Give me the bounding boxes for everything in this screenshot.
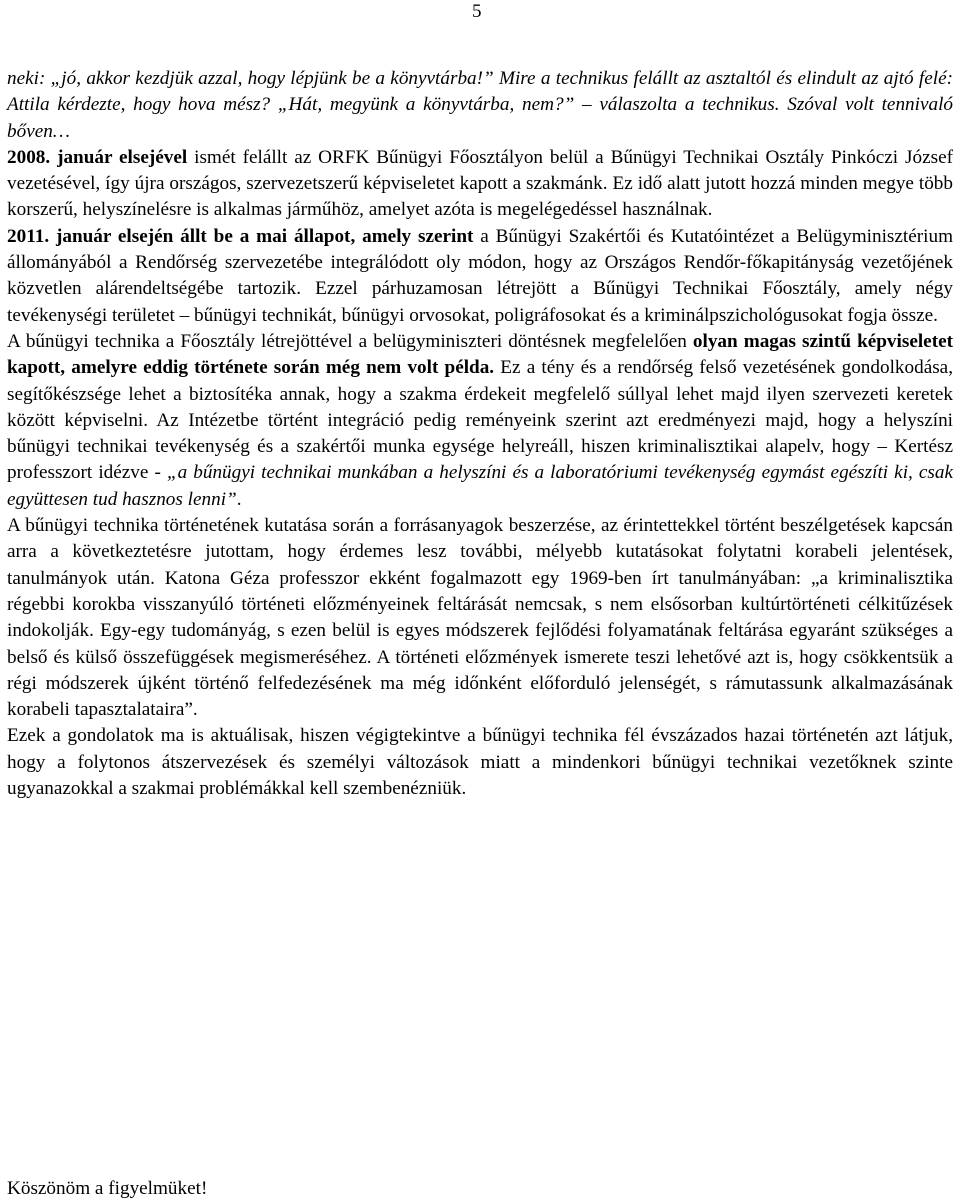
paragraph-emphasis-bold: olyan magas szintű képviseletet kapott, amelyre eddig története során még nem volt példa. [7,330,953,379]
paragraph-date-bold: 2011. január elsején állt be a mai állapot, amely szerint [7,225,474,247]
page-number: 5 [472,1,482,22]
paragraph-conclusion [7,723,953,802]
paragraph-text: Ez a tény és a rendőrség felső vezetésének gondolkodása, segítőkészsége lehet a biztosítéka annak, hogy a szakma érdekeit megfelelő súllyal lehet majd ilyen szervezeti keretek között képviselni. Az Intézetbe történt integráció pedig reményeink szerint azt eredményezi majd, hogy a helyszíni bűnügyi technikai tevékenység és a szakértői munka egysége helyreáll, hiszen kriminalisztikai alapelv, hogy – Kertész professzort idézve - [7,357,953,484]
paragraph-date-bold: 2008. január elsejével [7,146,188,168]
paragraph-text: . [236,488,242,510]
paragraph-2008 [7,145,953,224]
paragraph-2011 [7,224,953,329]
paragraph-quote-italic: „a bűnügyi technikai munkában a helyszíni és a laboratóriumi tevékenység egymást egészíti ki, csak együttesen tud hasznos lenni” [7,462,953,510]
paragraph-foosztaly [7,329,953,513]
paragraph-text: Ezek a gondolatok ma is aktuálisak, hiszen végigtekintve a bűnügyi technika fél évszázados hazai történetén azt látjuk, hogy a folytonos átszervezések és személyi változások miatt a mindenkori bűnügyi technikai vezetőknek szinte ugyanazokkal a szakmai problémákkal kell szembenézniük. [7,725,953,800]
paragraph-research [7,513,953,723]
paragraph-text: a Bűnügyi Szakértői és Kutatóintézet a Belügyminisztérium állományából a Rendőrség szervezetébe integrálódott oly módon, hogy az Országos Rendőr-főkapitányság vezetőjének közvetlen alárendeltségébe tartozik. Ezzel párhuzamosan létrejött a Bűnügyi Technikai Főosztály, amely négy tevékenységi területet – bűnügyi technikát, bűnügyi orvosokat, poligráfosokat és a kriminálpszichológusokat fogja össze. [7,225,953,326]
paragraph-text: ismét felállt az ORFK Bűnügyi Főosztályon belül a Bűnügyi Technikai Osztály Pinkóczi József vezetésével, így újra országos, szervezetszerű képviseletet kapott a szakmánk. Ez idő alatt jutott hozzá minden megye több korszerű, helyszínelésre is alkalmas járműhöz, amelyet azóta is megelégedéssel használnak. [7,146,953,221]
paragraph-text: neki: „jó, akkor kezdjük azzal, hogy lépjünk be a könyvtárba!” Mire a technikus felállt az asztaltól és elindult az ajtó felé: Attila kérdezte, hogy hova mész? „Hát, megyünk a könyvtárba, nem?” – válaszolta a technikus. Szóval volt tennivaló bőven… [7,68,953,142]
paragraph-text: A bűnügyi technika a Főosztály létrejöttével a belügyminiszteri döntésnek megfelelően [7,330,693,352]
document-body [7,66,953,802]
paragraph-text: A bűnügyi technika történetének kutatása során a forrásanyagok beszerzése, az érintettekkel történt beszélgetések kapcsán arra a következtetésre jutottam, hogy érdemes lesz további, mélyebb kutatásokat folytatni korabeli jelentések, tanulmányok után. Katona Géza professzor ekként fogalmazott egy 1969-ben írt tanulmányában: „a kriminalisztika régebbi korokba visszanyúló történeti előzményeinek feltárását nemcsak, s nem elsősorban kultúrtörténeti célkitűzések indokolják. Egy-egy tudományág, s ezen belül is egyes módszerek fejlődési folyamatának feltárása egyaránt szükséges a belső és külső összefüggések megismeréséhez. A történeti előzmények ismerete teszi lehetővé azt is, hogy csökkentsük a régi módszerek újként történő felfedezésének ma még időnként előforduló jelenségét, s rámutassunk alkalmazásának korabeli tapasztalataira”. [7,515,953,721]
closing-thanks: Köszönöm a figyelmüket! [7,1178,208,1199]
paragraph-anecdote [7,66,953,145]
